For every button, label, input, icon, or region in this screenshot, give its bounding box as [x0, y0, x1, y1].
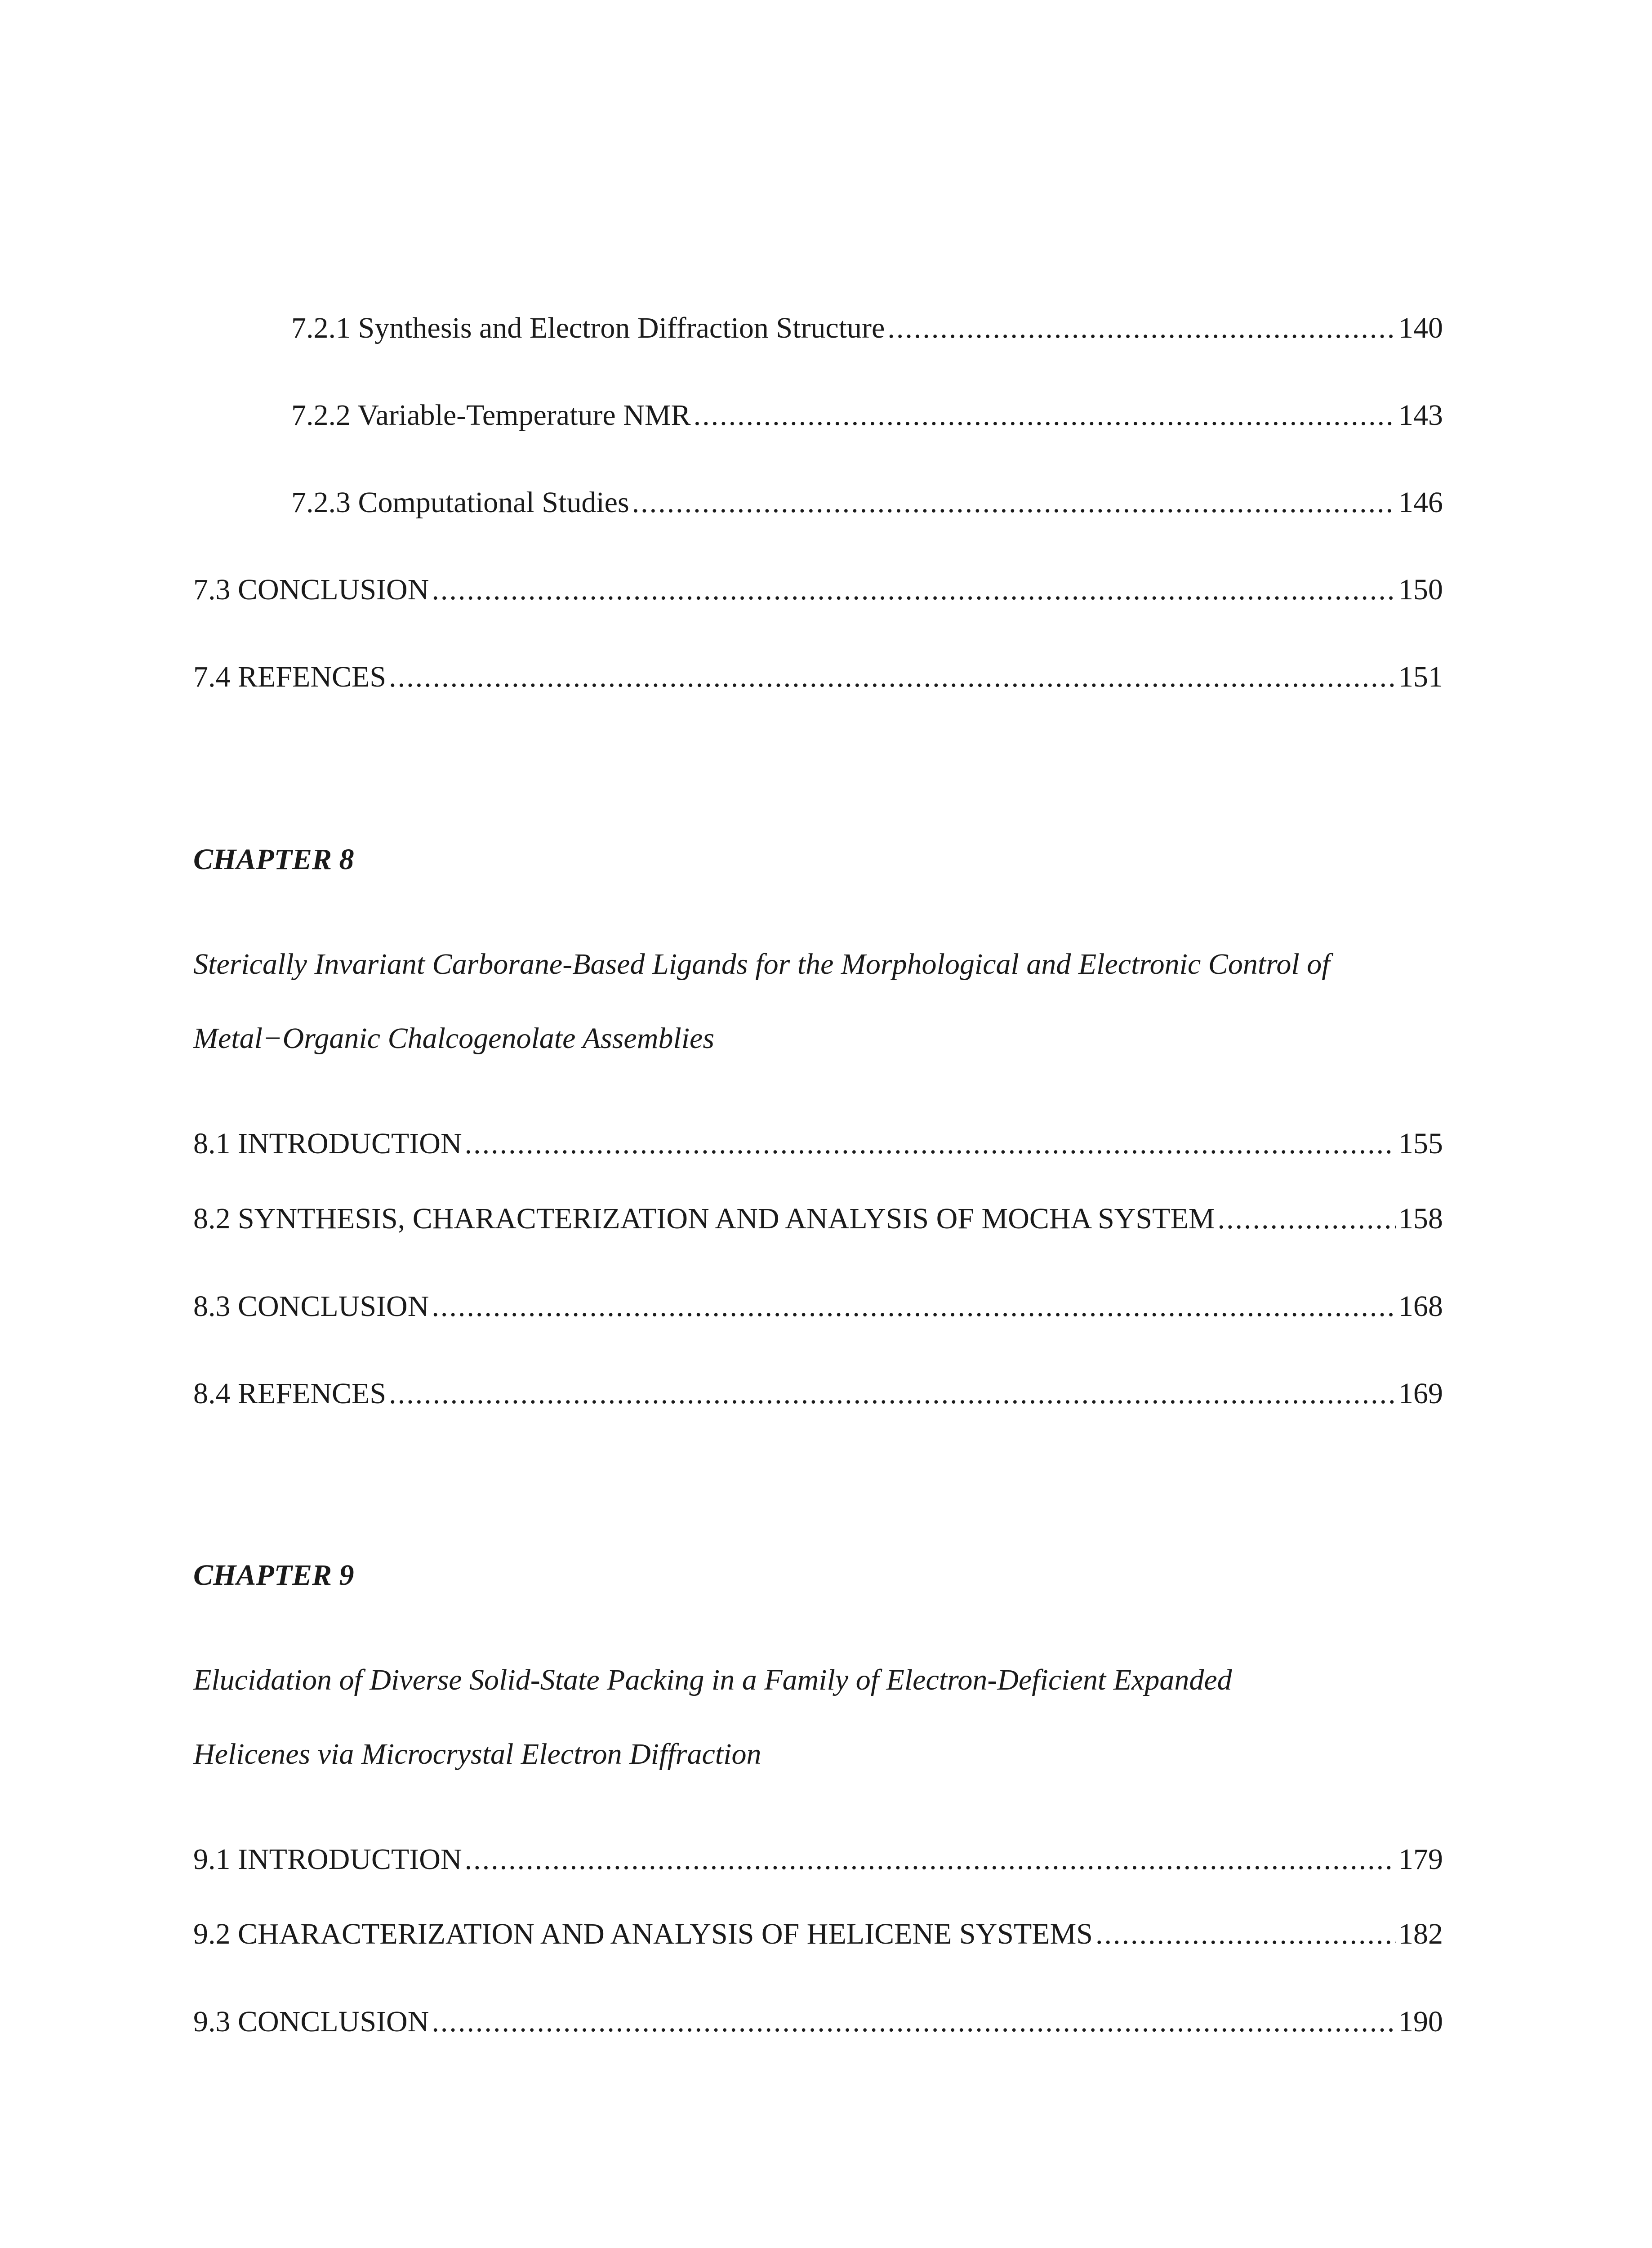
toc-entry-page: 143 [1398, 399, 1443, 432]
toc-entry-page: 190 [1398, 2005, 1443, 2038]
dot-leader [389, 659, 1396, 695]
toc-entry-7-2-2[interactable] [291, 397, 1443, 433]
dot-leader [632, 485, 1396, 521]
chapter-9-heading: CHAPTER 9 [193, 1559, 354, 1592]
dot-leader [389, 1376, 1396, 1412]
chapter-8-title-line-1: Sterically Invariant Carborane-Based Ligands for the Morphological and Electronic Control of [193, 948, 1330, 981]
toc-entry-page: 151 [1398, 660, 1443, 693]
toc-entry-label: 7.4 REFENCES [193, 660, 387, 693]
toc-entry-page: 169 [1398, 1377, 1443, 1410]
toc-entry-8-2[interactable] [193, 1201, 1443, 1237]
toc-entry-label: 7.2.2 Variable-Temperature NMR [291, 399, 691, 432]
toc-entry-label: 9.3 CONCLUSION [193, 2005, 429, 2038]
dot-leader [432, 2004, 1396, 2040]
toc-entry-label: 8.4 REFENCES [193, 1377, 387, 1410]
toc-entry-9-3[interactable] [193, 2004, 1443, 2040]
toc-entry-8-4[interactable] [193, 1376, 1443, 1412]
toc-entry-label: 8.2 SYNTHESIS, CHARACTERIZATION AND ANALYSIS OF MOCHA SYSTEM [193, 1202, 1215, 1235]
toc-entry-page: 146 [1398, 486, 1443, 519]
toc-entry-page: 179 [1398, 1843, 1443, 1876]
dot-leader [1217, 1201, 1396, 1237]
toc-entry-label: 8.1 INTRODUCTION [193, 1127, 462, 1160]
toc-entry-7-3[interactable] [193, 572, 1443, 608]
toc-entry-page: 168 [1398, 1290, 1443, 1323]
toc-entry-label: 7.2.3 Computational Studies [291, 486, 629, 519]
toc-entry-8-3[interactable] [193, 1289, 1443, 1325]
toc-entry-7-2-1[interactable] [291, 310, 1443, 346]
toc-entry-7-4[interactable] [193, 659, 1443, 695]
dot-leader [432, 572, 1396, 608]
toc-entry-8-1[interactable] [193, 1126, 1443, 1162]
dot-leader [694, 397, 1396, 433]
toc-entry-page: 158 [1398, 1202, 1443, 1235]
dot-leader [465, 1842, 1396, 1878]
toc-entry-label: 8.3 CONCLUSION [193, 1290, 429, 1323]
toc-entry-label: 9.1 INTRODUCTION [193, 1843, 462, 1876]
chapter-8-heading: CHAPTER 8 [193, 843, 354, 876]
toc-entry-page: 182 [1398, 1918, 1443, 1950]
dot-leader [465, 1126, 1396, 1162]
dot-leader [1095, 1916, 1396, 1952]
toc-entry-label: 7.2.1 Synthesis and Electron Diffraction Structure [291, 312, 885, 344]
toc-entry-label: 9.2 CHARACTERIZATION AND ANALYSIS OF HELICENE SYSTEMS [193, 1918, 1093, 1950]
toc-entry-9-1[interactable] [193, 1842, 1443, 1878]
toc-entry-page: 155 [1398, 1127, 1443, 1160]
chapter-8-title-line-2: Metal−Organic Chalcogenolate Assemblies [193, 1022, 715, 1055]
dot-leader [887, 310, 1396, 346]
dot-leader [432, 1289, 1396, 1325]
toc-entry-page: 150 [1398, 573, 1443, 606]
chapter-9-title-line-1: Elucidation of Diverse Solid-State Packing in a Family of Electron-Deficient Expanded [193, 1664, 1232, 1696]
toc-entry-9-2[interactable] [193, 1916, 1443, 1952]
toc-entry-page: 140 [1398, 312, 1443, 344]
chapter-9-title-line-2: Helicenes via Microcrystal Electron Diffraction [193, 1738, 761, 1771]
toc-entry-label: 7.3 CONCLUSION [193, 573, 429, 606]
toc-entry-7-2-3[interactable] [291, 485, 1443, 521]
